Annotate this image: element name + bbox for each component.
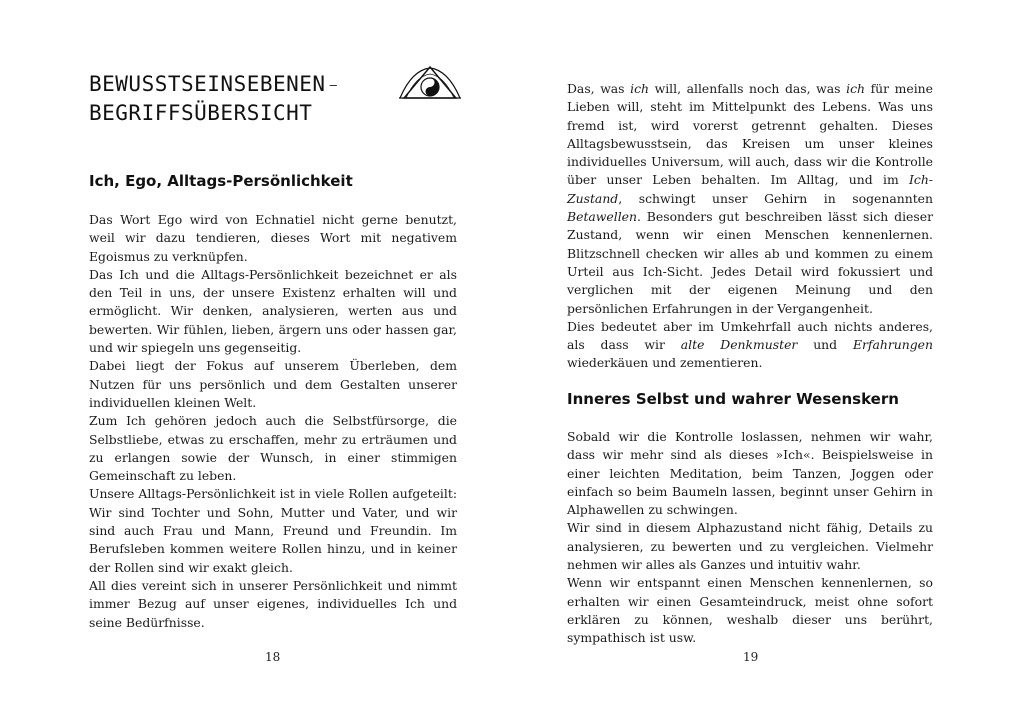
section-heading-ich-ego: Ich, Ego, Alltags-Persönlichkeit <box>89 172 353 190</box>
chapter-title-line1: BEWUSSTSEINSEBENEN – <box>89 72 337 96</box>
paragraph: Zum Ich gehören jedoch auch die Selbstfürsorge, die Selbstliebe, etwas zu erschaffen, mehr zu erträumen und zu erlangen sowie der Wunsch, in einer stimmigen Gemeinschaft zu leben. <box>89 413 457 484</box>
paragraph: Das Wort Ego wird von Echnatiel nicht gerne benutzt, weil wir dazu tendieren, dieses Wort mit negativem Egoismus zu verknüpfen. <box>89 212 457 264</box>
paragraph: Wenn wir entspannt einen Menschen kennenlernen, so erhalten wir einen Gesamteindruck, meist ohne sofort erklären zu können, weshalb dieser uns berührt, sympathisch ist usw. <box>567 575 933 646</box>
section-heading-inneres-selbst: Inneres Selbst und wahrer Wesenskern <box>567 390 899 408</box>
right-page <box>512 0 1024 726</box>
right-body-text-bottom <box>567 428 933 648</box>
page-number-left: 18 <box>265 650 281 664</box>
paragraph: Sobald wir die Kontrolle loslassen, nehmen wir wahr, dass wir mehr sind als dieses »Ich«. Beispielsweise in einer leichten Meditation, beim Tanzen, Joggen oder einfach so beim Baumeln lassen, beginnt unser Gehirn in Alphawellen zu schwingen. <box>567 429 933 518</box>
paragraph: All dies vereint sich in unserer Persönlichkeit und nimmt immer Bezug auf unser eigenes, individuelles Ich und seine Bedürfnisse. <box>89 577 457 630</box>
paragraph: Unsere Alltags-Persönlichkeit ist in viele Rollen aufgeteilt: Wir sind Tochter und Sohn, Mutter und Vater, und wir sind auch Frau und Mann, Freund und Freundin. Im Berufsleben kommen weitere Rollen hinzu, und in keiner der Rollen sind wir exakt gleich. <box>89 486 457 575</box>
paragraph: Das, was ich will, allenfalls noch das, was ich für meine Lieben will, steht im Mittelpunkt des Lebens. Was uns fremd ist, wird vorerst getrennt gehalten. Dieses Alltagsbewusstsein, das Kreisen um unser kleines individuelles Universum, will auch, dass wir die Kontrolle über unser Leben behalten. Im Alltag, und im Ich-Zustand, schwingt unser Gehirn in sogenannten Betawellen. Besonders gut beschreiben lässt sich dieser Zustand, wenn wir einen Menschen kennenlernen. Blitzschnell checken wir alles ab und kommen zu einem Urteil aus Ich-Sicht. Jedes Detail wird fokussiert und verglichen mit der eigenen Meinung und den persönlichen Erfahrungen in der Vergangenheit. <box>567 81 933 316</box>
yin-yang-triangle-icon <box>398 64 462 100</box>
paragraph: Dabei liegt der Fokus auf unserem Überleben, dem Nutzen für uns persönlich und dem Gestalten unserer individuellen kleinen Welt. <box>89 358 457 410</box>
chapter-title <box>89 70 337 127</box>
left-body-text <box>89 211 457 632</box>
paragraph: Das Ich und die Alltags-Persönlichkeit bezeichnet er als den Teil in uns, der unsere Existenz erhalten will und ermöglicht. Wir denken, analysieren, werten aus und bewerten. Wir fühlen, lieben, ärgern uns oder hassen gar, und wir spiegeln uns gegenseitig. <box>89 266 457 356</box>
page-number-right: 19 <box>743 650 759 664</box>
chapter-title-line2: BEGRIFFSÜBERSICHT <box>89 101 313 125</box>
paragraph: Dies bedeutet aber im Umkehrfall auch nichts anderes, als dass wir alte Denkmuster und Erfahrungen wiederkäuen und zementieren. <box>567 318 933 371</box>
right-body-text-top <box>567 80 933 373</box>
paragraph: Wir sind in diesem Alphazustand nicht fähig, Details zu analysieren, zu bewerten und zu vergleichen. Vielmehr nehmen wir alles als Ganzes und intuitiv wahr. <box>567 520 933 573</box>
chapter-title-dash: – <box>329 78 337 92</box>
